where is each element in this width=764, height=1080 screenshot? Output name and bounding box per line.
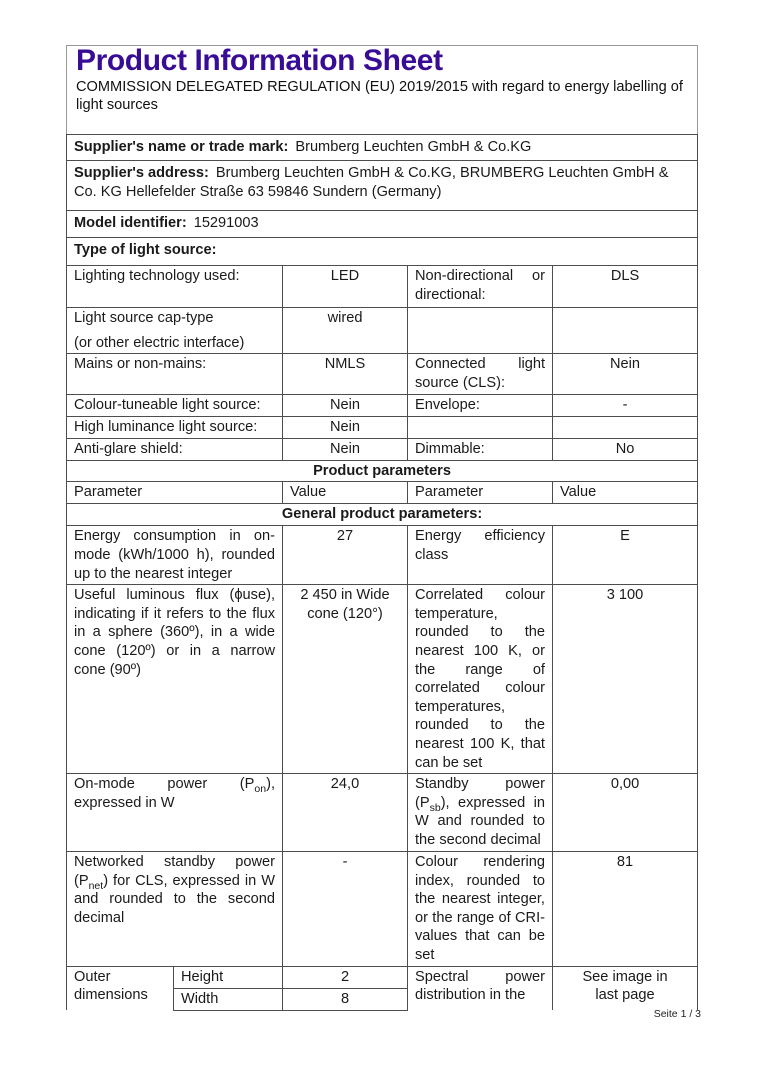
model-identifier-label: Model identifier: — [74, 215, 187, 231]
param-value-cell: Nein — [283, 395, 408, 417]
supplier-name-label: Supplier's name or trade mark: — [74, 139, 289, 155]
param-label-cell — [67, 852, 283, 967]
dimension-name-cell: Width — [174, 988, 283, 1010]
param-value-cell — [283, 585, 408, 774]
param-value-cell: Nein — [283, 417, 408, 439]
param-label-cell: Correlated colour temperature, rounded to the nearest 100 K, or the range of correlated colour temperatures, rounded to the nearest 100 K, that can be set — [408, 585, 553, 774]
flux-value: 2 450 in Wide cone (120°) — [300, 587, 390, 622]
param-label-cell: Connected light source (CLS): — [408, 354, 553, 395]
column-header-value: Value — [283, 482, 408, 504]
param-label-cell: Dimmable: — [408, 438, 553, 460]
table-row — [67, 395, 698, 417]
param-label-cell: Energy consumption in on-mode (kWh/1000 h), rounded up to the nearest integer — [67, 526, 283, 585]
table-row — [67, 966, 698, 988]
param-value-cell: LED — [283, 266, 408, 308]
table-row — [67, 482, 698, 504]
label-text: Standby power (P — [415, 776, 545, 811]
param-label-cell: Non-directional or directional: — [408, 266, 553, 308]
column-header-parameter: Parameter — [67, 482, 283, 504]
dimension-name-cell: Height — [174, 966, 283, 988]
dimension-value-cell: 8 — [283, 988, 408, 1010]
param-label-cell: Spectral power distribution in the — [408, 966, 553, 1010]
table-row — [67, 438, 698, 460]
model-identifier-row — [67, 211, 698, 238]
table-row — [67, 266, 698, 308]
param-value-cell — [553, 966, 698, 1010]
param-label-cell: Useful luminous flux (ϕuse), indicating if it refers to the flux in a sphere (360º), in a wide cone (120º) or in a narrow cone (90º) — [67, 585, 283, 774]
param-value-cell — [553, 417, 698, 439]
table-row — [67, 460, 698, 482]
label-text: ), expressed in W — [74, 776, 275, 811]
param-value-cell: 0,00 — [553, 774, 698, 852]
param-label-cell — [408, 774, 553, 852]
model-identifier-value: 15291003 — [193, 215, 259, 231]
type-of-light-source-row — [67, 238, 698, 266]
param-label-cell: Colour rendering index, rounded to the nearest integer, or the range of CRI-values that can be set — [408, 852, 553, 967]
param-value-cell: NMLS — [283, 354, 408, 395]
dimension-value-cell: 2 — [283, 966, 408, 988]
page-subtitle: COMMISSION DELEGATED REGULATION (EU) 2019/2015 with regard to energy labelling of light sources — [76, 78, 683, 114]
supplier-address-row — [67, 161, 698, 211]
label-text: On-mode power (P — [74, 776, 255, 793]
table-row — [67, 504, 698, 526]
label-subscript: sb — [429, 801, 441, 814]
table-row — [67, 354, 698, 395]
see-image-value: See image in last page — [582, 968, 668, 1004]
table-row — [67, 417, 698, 439]
column-header-value: Value — [553, 482, 698, 504]
product-info-table — [66, 45, 698, 1011]
supplier-name-row — [67, 135, 698, 161]
param-value-cell: DLS — [553, 266, 698, 308]
table-row — [67, 774, 698, 852]
column-header-parameter: Parameter — [408, 482, 553, 504]
supplier-address-label: Supplier's address: — [74, 165, 209, 181]
param-value-cell: 3 100 — [553, 585, 698, 774]
table-row — [67, 526, 698, 585]
table-row — [67, 46, 698, 135]
param-label-cell: Mains or non-mains: — [67, 354, 283, 395]
param-label-cell: High luminance light source: — [67, 417, 283, 439]
outer-dimensions-label-cell: Outer dimensions — [67, 966, 174, 1010]
param-value-cell: wired — [283, 308, 408, 354]
param-label-cell: Envelope: — [408, 395, 553, 417]
table-row — [67, 161, 698, 211]
param-value-cell: 81 — [553, 852, 698, 967]
param-label-cell: Energy efficiency class — [408, 526, 553, 585]
table-row — [67, 211, 698, 238]
param-label-cell — [408, 308, 553, 354]
param-label-cell — [67, 308, 283, 354]
section-header-general-parameters: General product parameters: — [67, 504, 698, 526]
page-title: Product Information Sheet — [76, 44, 443, 77]
table-row — [67, 852, 698, 967]
label-text: ), expressed in W and rounded to the second decimal — [415, 794, 545, 848]
cap-type-line2: (or other electric interface) — [74, 334, 245, 351]
param-value-cell: 27 — [283, 526, 408, 585]
param-value-cell: 24,0 — [283, 774, 408, 852]
param-value-cell: No — [553, 438, 698, 460]
param-value-cell — [553, 308, 698, 354]
cap-type-line1: Light source cap-type — [74, 310, 214, 326]
param-label-cell — [408, 417, 553, 439]
param-value-cell: - — [553, 395, 698, 417]
param-label-cell — [67, 774, 283, 852]
page-number: Seite 1 / 3 — [653, 1008, 701, 1020]
supplier-name-value: Brumberg Leuchten GmbH & Co.KG — [295, 139, 532, 155]
label-subscript: on — [254, 783, 267, 795]
param-value-cell: - — [283, 852, 408, 967]
label-text: Networked standby power (P — [74, 854, 275, 889]
param-value-cell: E — [553, 526, 698, 585]
param-value-cell: Nein — [553, 354, 698, 395]
table-row — [67, 238, 698, 266]
param-label-cell: Anti-glare shield: — [67, 438, 283, 460]
type-of-light-source-label: Type of light source: — [74, 242, 217, 258]
section-header-product-parameters: Product parameters — [67, 460, 698, 482]
table-row — [67, 308, 698, 354]
table-row — [67, 585, 698, 774]
param-label-cell: Lighting technology used: — [67, 266, 283, 308]
param-label-cell: Colour-tuneable light source: — [67, 395, 283, 417]
label-text: ) for CLS, expressed in W and rounded to the second decimal — [74, 872, 275, 926]
param-value-cell: Nein — [283, 438, 408, 460]
title-block — [67, 46, 698, 135]
supplier-address-value: Brumberg Leuchten GmbH & Co.KG, BRUMBERG Leuchten GmbH & Co. KG Hellefelder Straße 63 59846 Sundern (Germany) — [74, 165, 669, 200]
table-row — [67, 135, 698, 161]
label-subscript: net — [88, 879, 104, 892]
